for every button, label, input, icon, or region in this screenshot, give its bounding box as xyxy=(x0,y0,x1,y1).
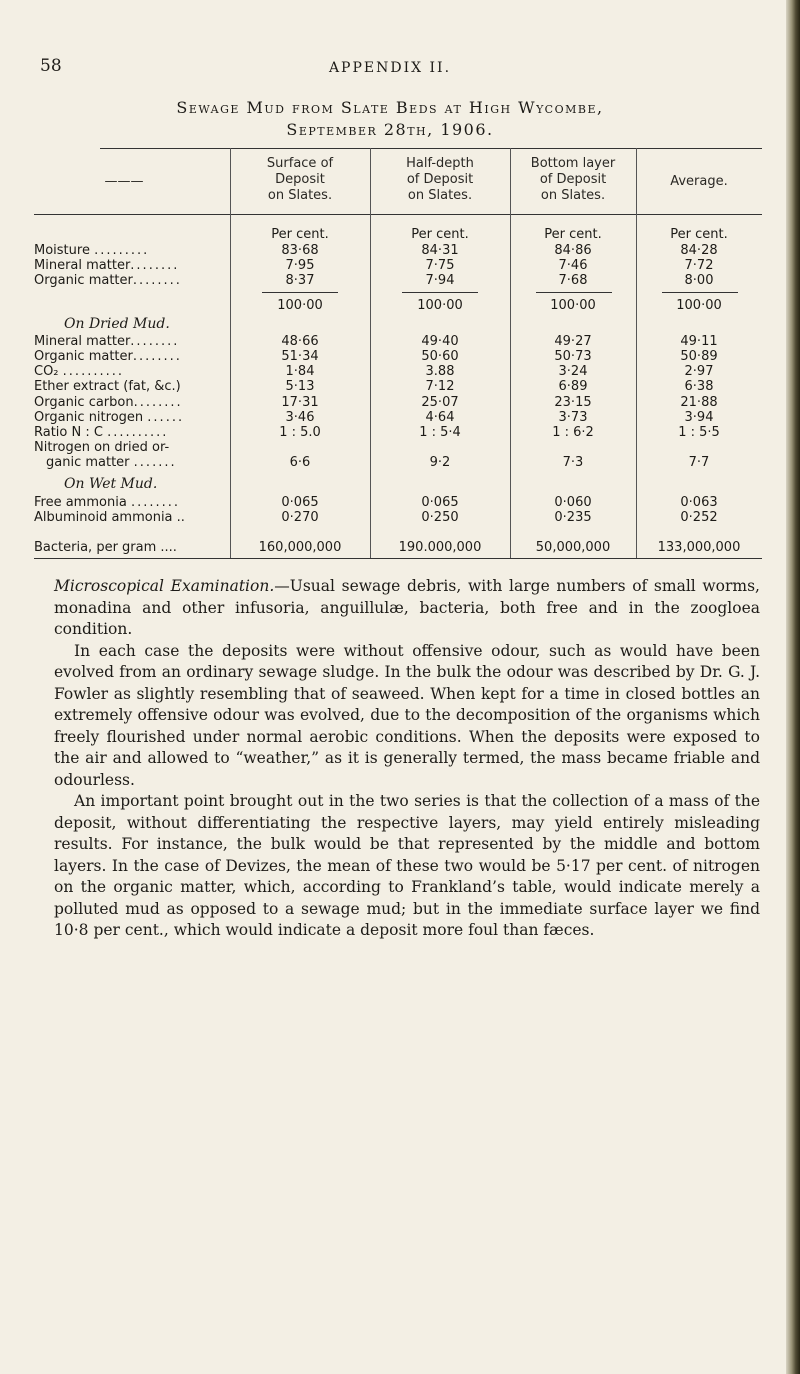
table-cell: 3.88 xyxy=(425,364,455,379)
table-cell: 3·46 xyxy=(285,410,315,425)
table-cell: 0·065 xyxy=(421,495,459,510)
table-cell: 0·250 xyxy=(421,510,459,525)
table-cell: 49·27 xyxy=(554,334,592,349)
table-cell: 7·95 xyxy=(285,258,315,273)
section-dried-mud: On Dried Mud. xyxy=(64,316,170,332)
table-cell: 51·34 xyxy=(281,349,319,364)
column-header-half-depth: Half-depth of Deposit on Slates. xyxy=(406,156,474,203)
paragraph: An important point brought out in the two series is that the collection of a mass of the deposit, without differentiating the respective layers, may yield entirely misleading results. For instance, the bulk would be that represented by the middle and bottom layers. In the case of Devizes, the mean of these two would be 5·17 per cent. of nitrogen on the organic matter, which, according to Frankland’s table, would indicate merely a polluted mud as opposed to a sewage mud; but in the immediate surface layer we find 10·8 per cent., which would indicate a deposit more foul than fæces. xyxy=(54,792,760,939)
total-cell: 100·00 xyxy=(550,298,596,313)
table-cell: 50·60 xyxy=(421,349,459,364)
table-cell: 0·235 xyxy=(554,510,592,525)
table-cell: 1·84 xyxy=(285,364,315,379)
table-cell: 50·89 xyxy=(680,349,718,364)
table-cell: 84·31 xyxy=(421,243,459,258)
unit-label: Per cent. xyxy=(271,227,329,242)
table-cell: 8·00 xyxy=(684,273,714,288)
table-cell: 190.000,000 xyxy=(398,540,482,555)
row-label-nitrogen-dried-2: ganic matter ....... xyxy=(46,455,177,470)
row-label-mineral: Mineral matter........ xyxy=(34,258,180,273)
table-cell: 160,000,000 xyxy=(258,540,342,555)
table-cell: 84·28 xyxy=(680,243,718,258)
paragraph-text: —Usual sewage debris, with large numbers of small worms, monadina and other infusoria, anguillulæ, bacteria, both free and in the zoogloea condition. xyxy=(54,577,760,638)
table-cell: 7·72 xyxy=(684,258,714,273)
row-label-carbon: Organic carbon........ xyxy=(34,395,183,410)
table-cell: 2·97 xyxy=(684,364,714,379)
row-label-mineral-dried: Mineral matter........ xyxy=(34,334,180,349)
table-cell: 1 : 6·2 xyxy=(552,425,594,440)
row-label-co2: CO₂ .......... xyxy=(34,364,124,379)
table-cell: 21·88 xyxy=(680,395,718,410)
table-cell: 49·40 xyxy=(421,334,459,349)
table-cell: 25·07 xyxy=(421,395,459,410)
total-cell: 100·00 xyxy=(676,298,722,313)
table-cell: 1 : 5·4 xyxy=(419,425,461,440)
table-cell: 0·063 xyxy=(680,495,718,510)
row-label-organic: Organic matter........ xyxy=(34,273,182,288)
table-cell: 6·89 xyxy=(558,379,588,394)
table-cell: 5·13 xyxy=(285,379,315,394)
table-cell: 49·11 xyxy=(680,334,718,349)
table-cell: 7·3 xyxy=(562,455,584,470)
unit-label: Per cent. xyxy=(411,227,469,242)
table-cell: 23·15 xyxy=(554,395,592,410)
table-cell: 0·060 xyxy=(554,495,592,510)
column-header-average: Average. xyxy=(670,174,728,189)
row-label-nitrogen: Organic nitrogen ...... xyxy=(34,410,185,425)
corner-label: ——— xyxy=(104,174,144,189)
unit-label: Per cent. xyxy=(670,227,728,242)
page-edge xyxy=(786,0,800,1374)
table-cell: 17·31 xyxy=(281,395,319,410)
row-label-moisture: Moisture ......... xyxy=(34,243,150,258)
total-cell: 100·00 xyxy=(417,298,463,313)
table-cell: 7·46 xyxy=(558,258,588,273)
table-cell: 48·66 xyxy=(281,334,319,349)
unit-label: Per cent. xyxy=(544,227,602,242)
table-cell: 7·12 xyxy=(425,379,455,394)
table-cell: 8·37 xyxy=(285,273,315,288)
table-cell: 7·94 xyxy=(425,273,455,288)
table-cell: 4·64 xyxy=(425,410,455,425)
row-label-organic-dried: Organic matter........ xyxy=(34,349,182,364)
header-rule xyxy=(34,214,762,215)
table-cell: 50·73 xyxy=(554,349,592,364)
table-cell: 3·24 xyxy=(558,364,588,379)
section-wet-mud: On Wet Mud. xyxy=(64,476,158,492)
page-number: 58 xyxy=(40,56,62,76)
table-cell: 6·38 xyxy=(684,379,714,394)
total-rule xyxy=(402,292,478,293)
total-rule xyxy=(662,292,738,293)
total-rule xyxy=(262,292,338,293)
row-label-ether: Ether extract (fat, &c.) xyxy=(34,379,181,394)
table-cell: 0·065 xyxy=(281,495,319,510)
table-cell: 0·270 xyxy=(281,510,319,525)
total-rule xyxy=(536,292,612,293)
table-cell: 7·75 xyxy=(425,258,455,273)
table-cell: 84·86 xyxy=(554,243,592,258)
paragraph-heading: Microscopical Examination. xyxy=(54,577,275,595)
table-cell: 3·73 xyxy=(558,410,588,425)
table-cell: 83·68 xyxy=(281,243,319,258)
table-title-line-1: Sewage Mud from Slate Beds at High Wycombe, xyxy=(176,98,604,117)
row-label-nitrogen-dried-1: Nitrogen on dried or- xyxy=(34,440,170,455)
table-bottom-rule xyxy=(34,558,762,559)
table-top-rule xyxy=(100,148,762,149)
row-label-albuminoid-ammonia: Albuminoid ammonia .. xyxy=(34,510,185,525)
column-header-bottom: Bottom layer of Deposit on Slates. xyxy=(530,156,616,203)
table-cell: 9·2 xyxy=(429,455,451,470)
table-cell: 1 : 5.0 xyxy=(279,425,321,440)
total-cell: 100·00 xyxy=(277,298,323,313)
table-cell: 3·94 xyxy=(684,410,714,425)
column-header-surface: Surface of Deposit on Slates. xyxy=(266,156,334,203)
running-head: APPENDIX II. xyxy=(328,60,452,76)
table-title-line-2: September 28th, 1906. xyxy=(286,120,494,139)
row-label-free-ammonia: Free ammonia ........ xyxy=(34,495,180,510)
table-cell: 7·7 xyxy=(688,455,710,470)
table-cell: 7·68 xyxy=(558,273,588,288)
paragraph-microscopical xyxy=(54,576,760,641)
table-cell: 0·252 xyxy=(680,510,718,525)
body-text xyxy=(54,576,760,942)
row-label-ratio: Ratio N : C .......... xyxy=(34,425,169,440)
table-cell: 1 : 5·5 xyxy=(678,425,720,440)
row-label-bacteria: Bacteria, per gram .... xyxy=(34,540,177,555)
paragraph: In each case the deposits were without offensive odour, such as would have been evolved from an ordinary sewage sludge. In the bulk the odour was described by Dr. G. J. Fowler as slightly resembling that of seaweed. When kept for a time in closed bottles an extremely offensive odour was evolved, due to the decomposition of the organisms which freely flourished under normal aerobic conditions. When the deposits were exposed to the air and allowed to “weather,” as it is generally termed, the mass became friable and odourless. xyxy=(54,641,760,789)
table-cell: 133,000,000 xyxy=(657,540,741,555)
analysis-table xyxy=(34,148,762,558)
table-cell: 50,000,000 xyxy=(535,540,611,555)
table-cell: 6·6 xyxy=(289,455,311,470)
